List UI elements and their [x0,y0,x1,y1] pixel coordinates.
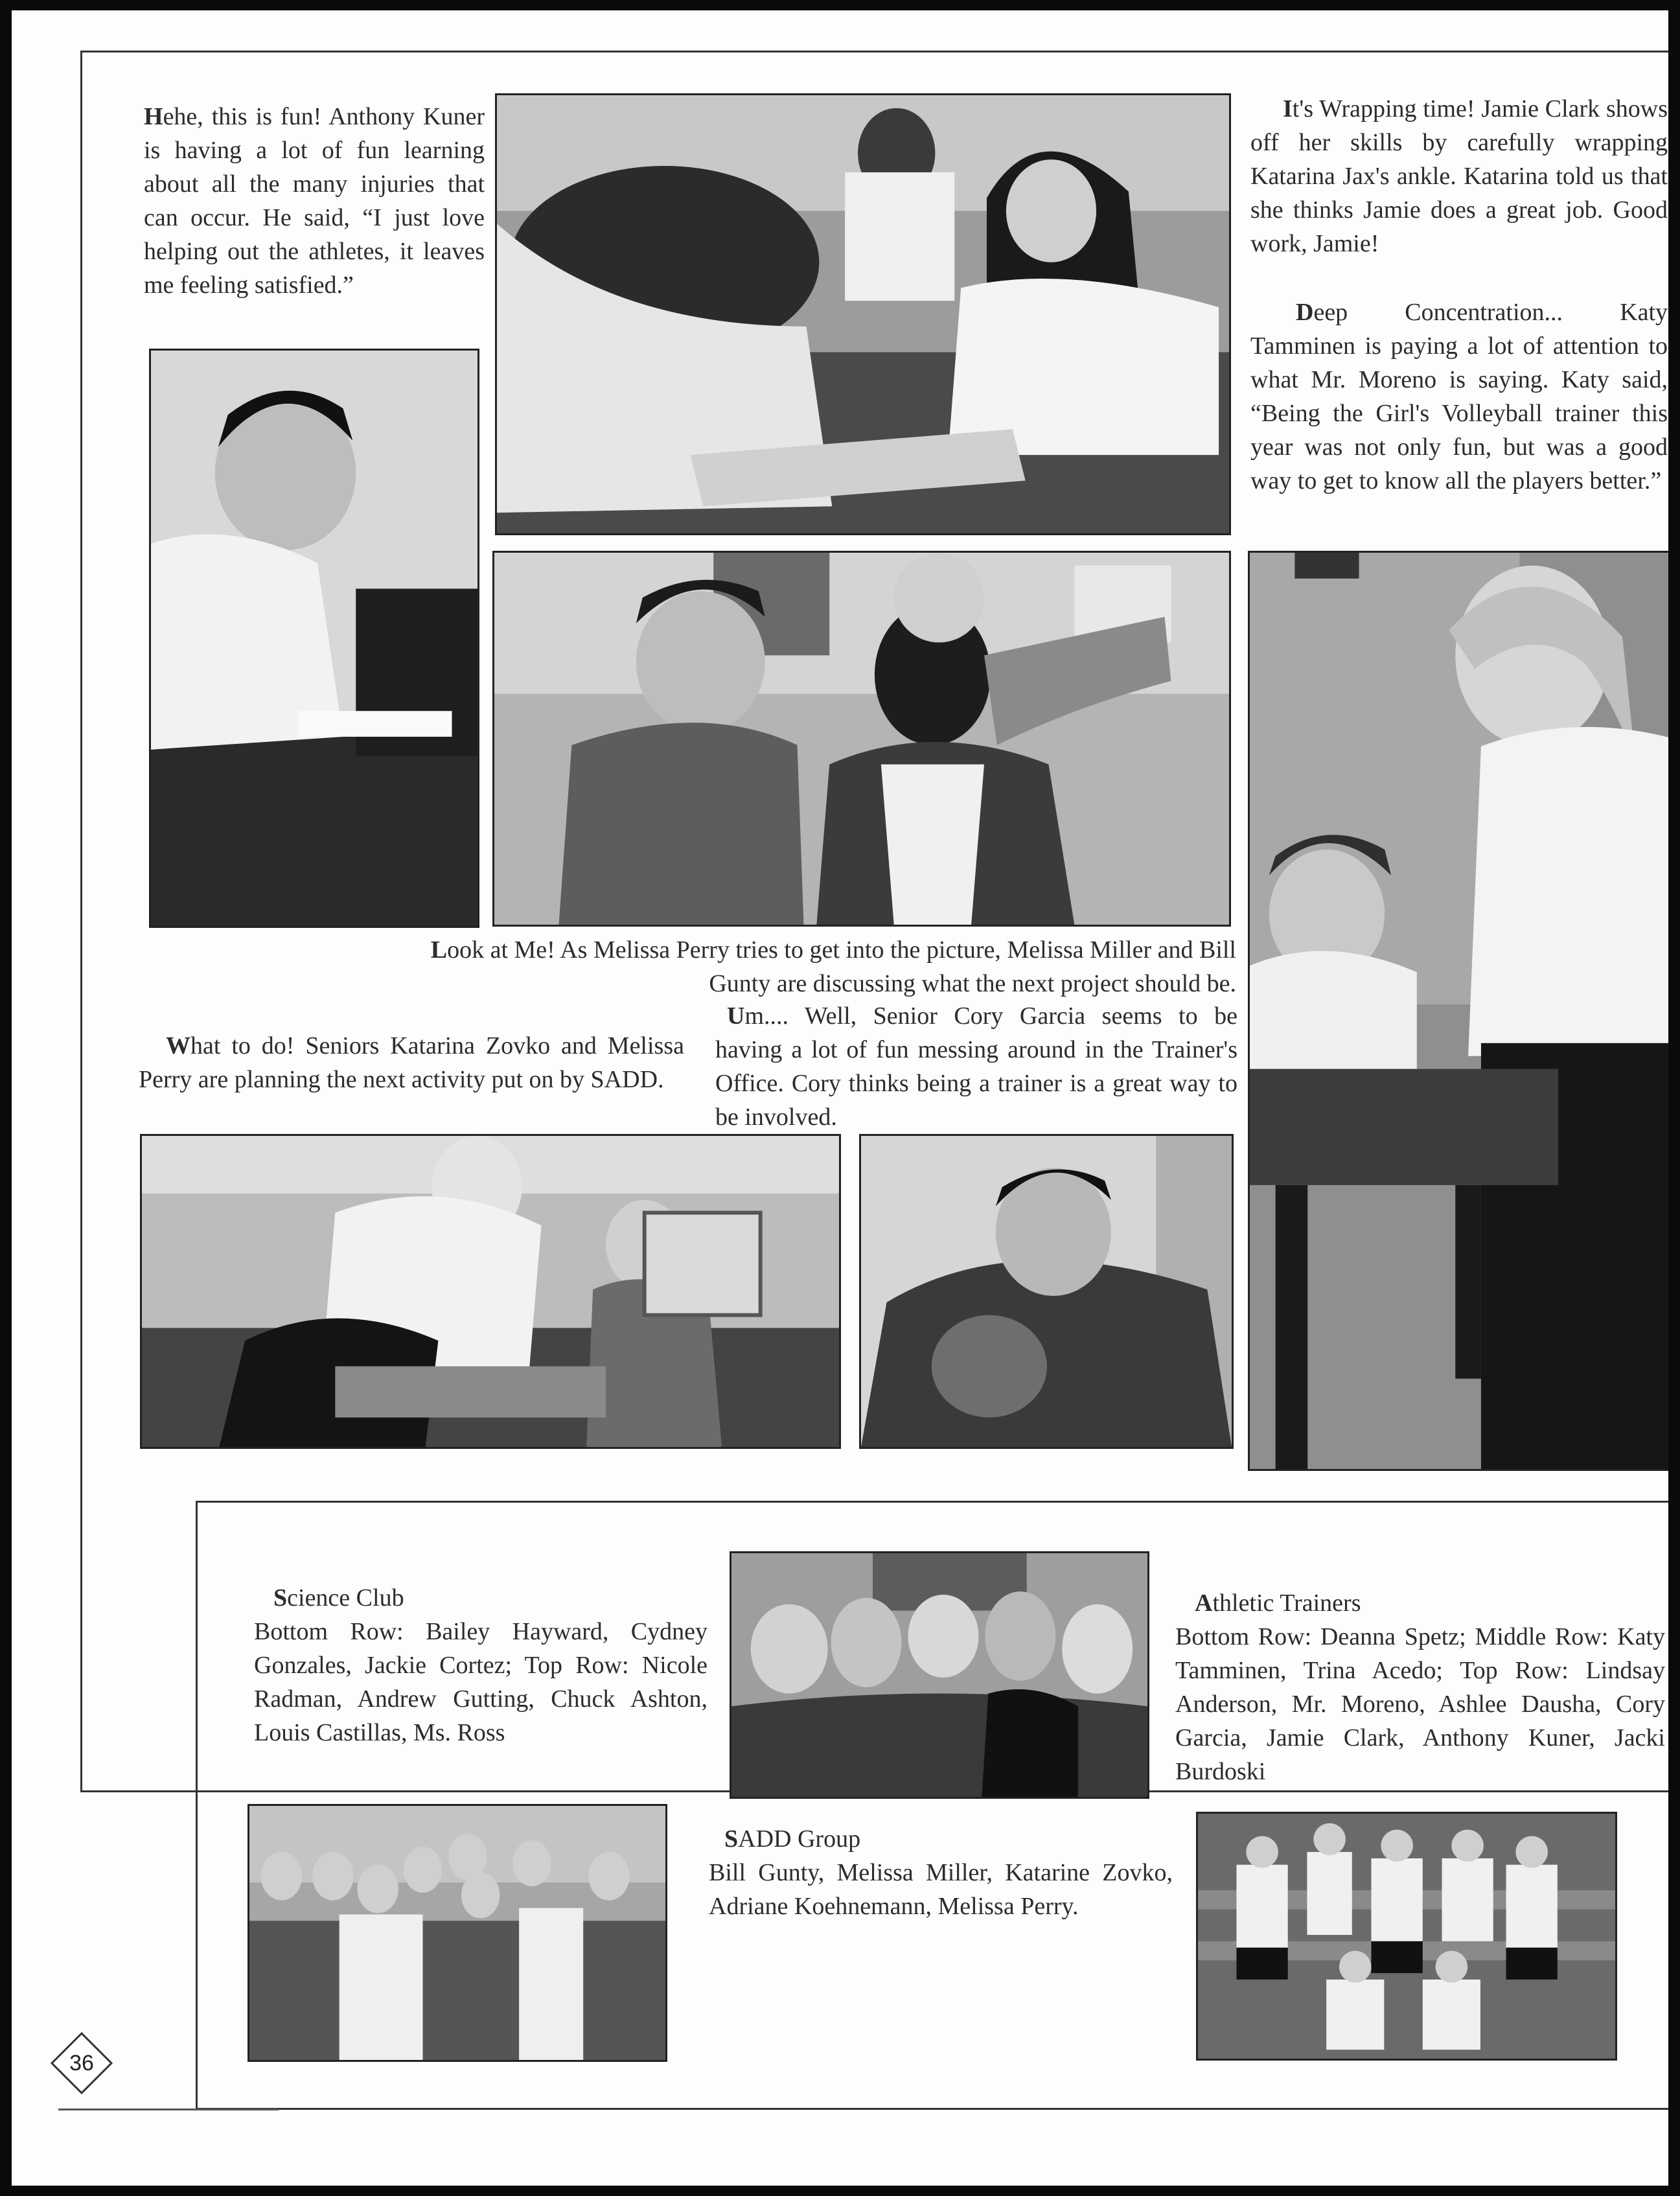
page-number-badge [51,2032,113,2094]
group-sadd [709,1822,1173,1923]
group-athletic-trainers [1175,1586,1665,1788]
caption-jamie-clark: It's Wrapping time! Jamie Clark shows off her skills by carefully wrapping Katarina Jax's ankle. Katarina told us that she thinks Jamie does a great job. Good work, Jamie! [1250,95,1668,257]
photo-ankle-wrap [495,93,1231,535]
photo-science-club [247,1804,667,2062]
photo-cory-garcia [859,1134,1234,1449]
photo-athletic-trainers [1196,1812,1617,2061]
caption-katy-tamminen: Deep Concentration... Katy Tamminen is paying a lot of attention to what Mr. Moreno is saying. Katy said, “Being the Girl's Volleyball trainer this year was not only fun, but was a good way to get to know all the players better.” [1250,299,1668,494]
athletic-trainers-title: Athletic Trainers [1195,1589,1361,1617]
yearbook-page [12,10,1668,2186]
caption-cory-garcia: Um.... Well, Senior Cory Garcia seems to be having a lot of fun messing around in the Trainer's Office. Cory thinks being a trainer is a great way to be involved. [715,1002,1237,1131]
science-club-members: Bottom Row: Bailey Hayward, Cydney Gonzales, Jackie Cortez; Top Row: Nicole Radman, Andrew Gutting, Chuck Ashton, Louis Castillas, Ms. Ross [254,1618,708,1746]
page-number: 36 [69,2051,94,2075]
caption-what-to-do: What to do! Seniors Katarina Zovko and Melissa Perry are planning the next activity put on by SADD. [139,1032,684,1093]
photo-sadd-group [730,1551,1149,1799]
photo-anthony-kuner [149,349,479,928]
photo-katy-tamminen [1248,551,1668,1471]
photo-look-at-me [492,551,1231,927]
caption-anthony-kuner: Hehe, this is fun! Anthony Kuner is having a lot of fun learning about all the many injuries that can occur. He said, “I just love helping out the athletes, it leaves me feeling satisfied.” [144,103,485,299]
photo-sadd-planning [140,1134,841,1449]
sadd-group-members: Bill Gunty, Melissa Miller, Katarine Zovko, Adriane Koehnemann, Melissa Perry. [709,1859,1173,1920]
science-club-title: Science Club [273,1584,404,1612]
caption-look-at-me: Look at Me! As Melissa Perry tries to get into the picture, Melissa Miller and Bill Gunty are discussing what the next project should be. [430,936,1236,997]
sadd-group-title: SADD Group [724,1825,861,1853]
footer-rule [58,2109,279,2110]
athletic-trainers-members: Bottom Row: Deanna Spetz; Middle Row: Katy Tamminen, Trina Acedo; Top Row: Lindsay Anderson, Mr. Moreno, Ashlee Dausha, Cory Garcia, Jamie Clark, Anthony Kuner, Jacki Burdoski [1175,1623,1665,1785]
group-science-club [254,1581,708,1750]
